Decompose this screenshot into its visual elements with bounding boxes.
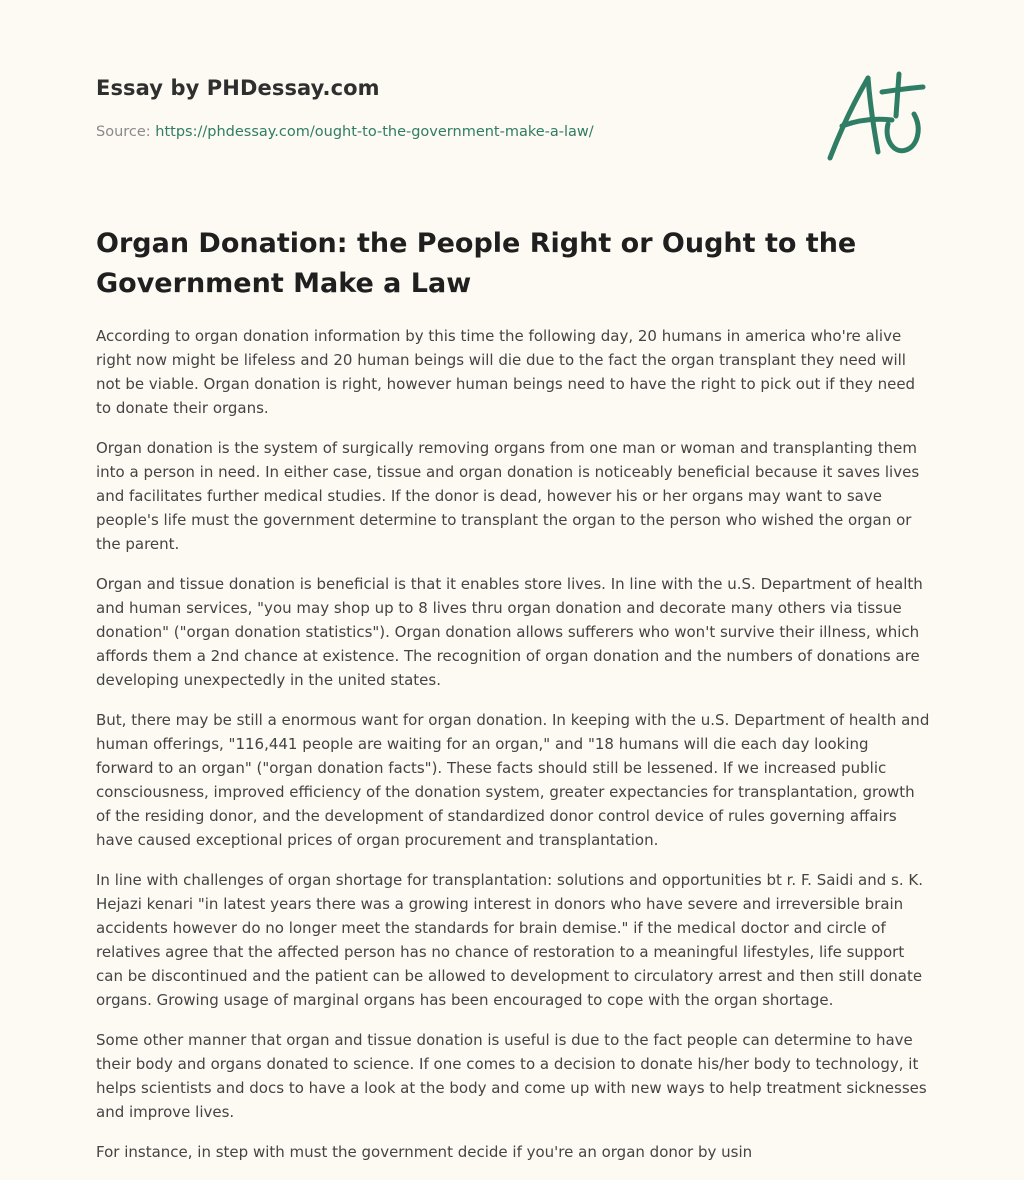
essay-paragraph: Organ and tissue donation is beneficial is that it enables store lives. In line with the u.S. Department of health and human services, "you may shop up to 8 lives thru organ donation and decorate many others via tissue donation" ("organ donation statistics"). Organ donation allows sufferers who won't survive their illness, which affords them a 2nd chance at existence. The recognition of organ donation and the numbers of donations are developing unexpectedly in the united states. <box>96 575 923 689</box>
a-plus-logo-icon <box>824 68 928 164</box>
essay-paragraph: For instance, in step with must the government decide if you're an organ donor by usin <box>96 1143 753 1161</box>
essay-title: Organ Donation: the People Right or Ought to the Government Make a Law <box>96 228 857 299</box>
essay-paragraph: In line with challenges of organ shortage for transplantation: solutions and opportunities bt r. F. Saidi and s. K. Hejazi kenari "in latest years there was a growing interest in donors who have severe and irreversible brain accidents however do no longer meet the standards for brain demise." if the medical doctor and circle of relatives agree that the affected person has no chance of restoration to a meaningful lifestyles, life support can be discontinued and the patient can be allowed to development to circulatory arrest and then still donate organs. Growing usage of marginal organs has been encouraged to cope with the organ shortage. <box>96 871 923 1009</box>
essay-paragraph: Some other manner that organ and tissue donation is useful is due to the fact people can determine to have their body and organs donated to science. If one comes to a decision to donate his/her body to technology, it helps scientists and docs to have a look at the body and come up with new ways to help treatment sicknesses and improve lives. <box>96 1031 927 1121</box>
source-line <box>96 124 594 140</box>
essay-paragraph: But, there may be still a enormous want for organ donation. In keeping with the u.S. Department of health and human offerings, "116,441 people are waiting for an organ," and "18 humans will die each day looking forward to an organ" ("organ donation facts"). These facts should still be lessened. If we increased public consciousness, improved efficiency of the donation system, greater expectancies for transplantation, growth of the residing donor, and the development of standardized donor control device of rules governing affairs have caused exceptional prices of organ procurement and transplantation. <box>96 711 930 849</box>
essay-paragraph: According to organ donation information by this time the following day, 20 humans in america who're alive right now might be lifeless and 20 human beings will die due to the fact the organ transplant they need will not be viable. Organ donation is right, however human beings need to have the right to pick out if they need to donate their organs. <box>96 327 916 417</box>
site-brand: Essay by PHDessay.com <box>96 76 380 100</box>
essay-body <box>96 324 930 1180</box>
essay-paragraph: Organ donation is the system of surgically removing organs from one man or woman and transplanting them into a person in need. In either case, tissue and organ donation is noticeably beneficial because it saves lives and facilitates further medical studies. If the donor is dead, however his or her organs may want to save people's life must the government determine to transplant the organ to the person who wished the organ or the parent. <box>96 439 920 553</box>
source-label: Source: <box>96 124 156 140</box>
source-link[interactable]: https://phdessay.com/ought-to-the-government-make-a-law/ <box>155 124 594 140</box>
